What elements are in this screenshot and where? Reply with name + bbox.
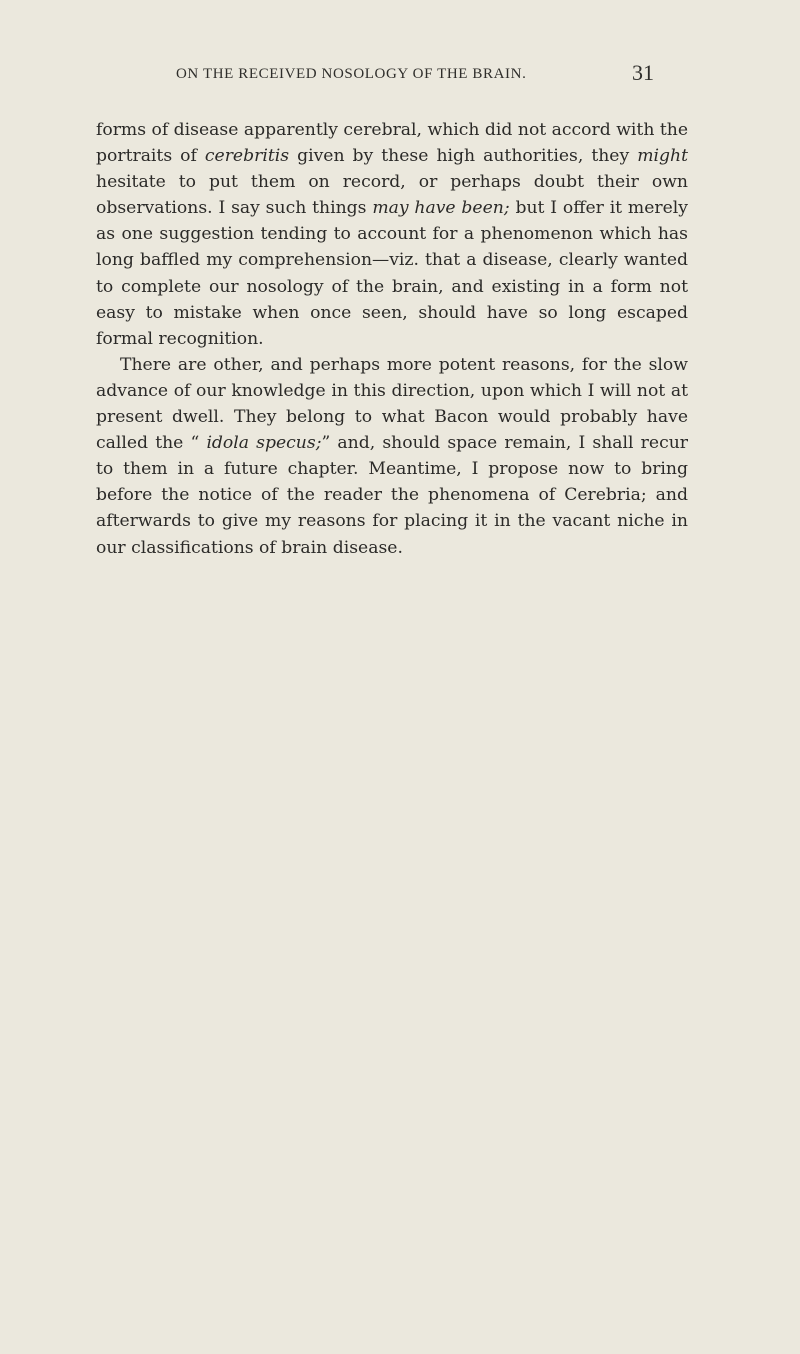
- text-segment: There are other, and perhaps more potent reasons, for the slow advance of our knowledge in this direction, upon which I will not at present dwell. They belong to what Bacon would probably have called the “: [96, 354, 688, 454]
- text-segment: forms of disease apparently cerebral, which did not accord with the portraits of: [96, 120, 688, 167]
- italic-term-might: might: [637, 146, 688, 167]
- italic-phrase-may-have-been: may have been;: [372, 198, 510, 219]
- text-segment: but I offer it merely as one suggestion tending to account for a phenomenon which has long baffled my comprehension—viz. that a disease, clearly wanted to complete our nosology of the brain, and existing in a form not easy to mistake when once seen, should have so long escaped formal recognition.: [96, 198, 688, 349]
- page-number: 31: [632, 60, 654, 85]
- text-segment: given by these high authorities, they: [289, 146, 638, 167]
- text-segment: hesitate to put them on record, or perhaps doubt their own observations. I say such things: [96, 172, 688, 219]
- text-segment: ” and, should space remain, I shall recur to them in a future chapter. Meantime, I propose now to bring before the notice of the reader the phenomena of Cerebria; and afterwards to give my reasons for placing it in the vacant niche in our classifications of brain disease.: [96, 433, 688, 558]
- body-text: [96, 117, 688, 561]
- paragraph-1: [96, 117, 688, 352]
- italic-term-cerebritis: cerebritis: [204, 146, 290, 167]
- running-title: ON THE RECEIVED NOSOLOGY OF THE BRAIN.: [176, 66, 527, 82]
- italic-phrase-idola-specus: idola specus;: [206, 433, 322, 454]
- paragraph-2: [96, 352, 688, 561]
